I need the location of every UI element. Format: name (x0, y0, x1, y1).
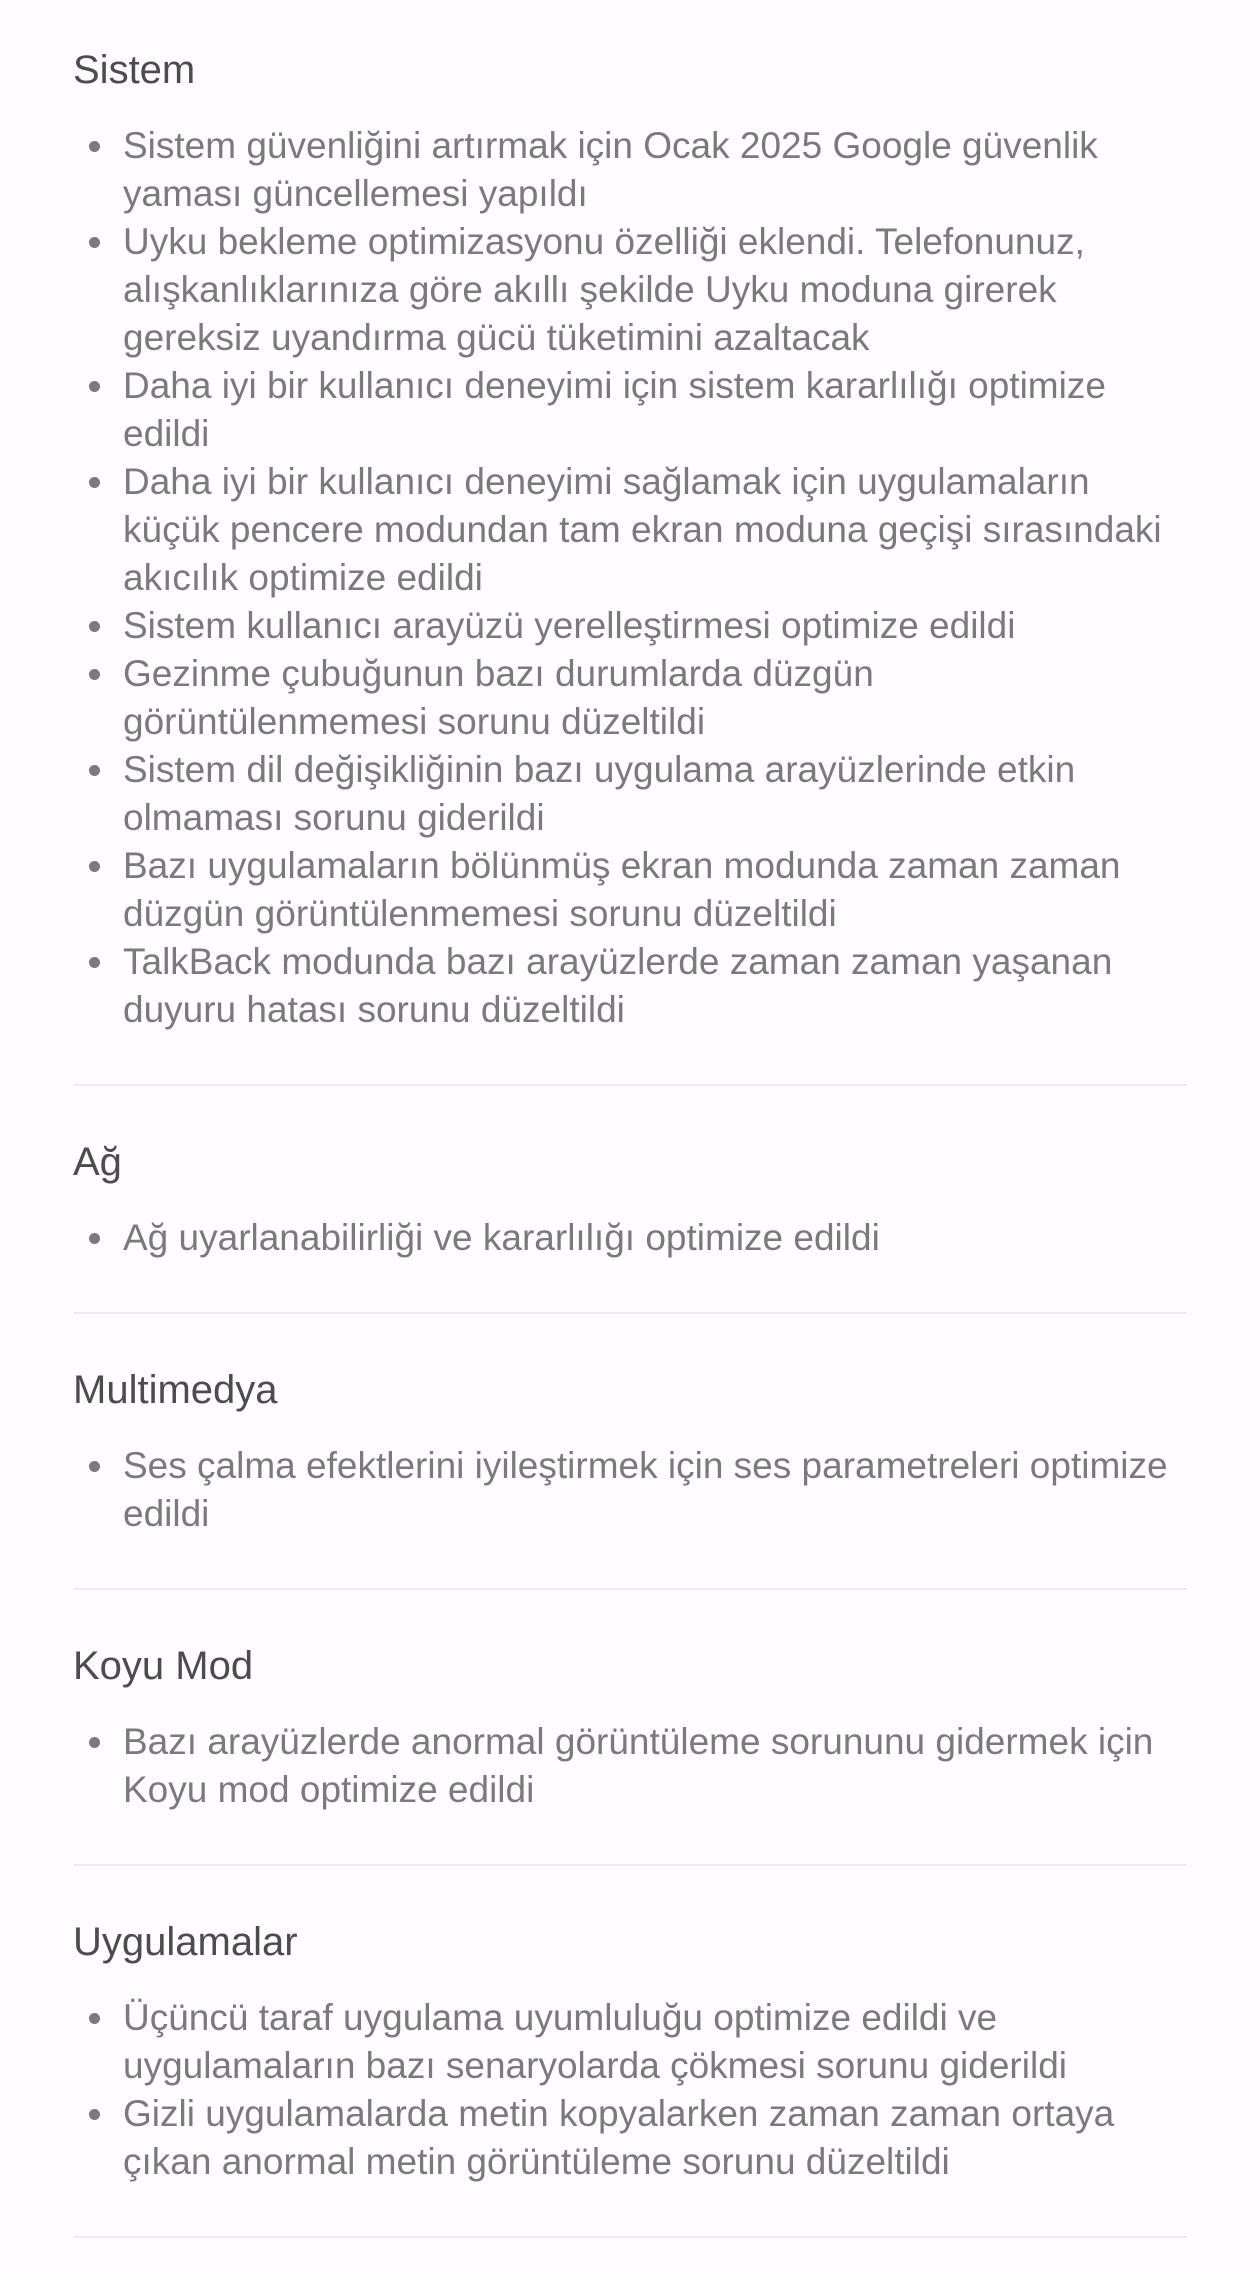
list-item: Ağ uyarlanabilirliği ve kararlılığı optimize edildi (123, 1214, 1187, 1262)
list-item: Sistem dil değişikliğinin bazı uygulama arayüzlerinde etkin olmaması sorunu giderildi (123, 746, 1187, 842)
section-title: Koyu Mod (73, 1644, 254, 1688)
section-multimedia (73, 1364, 1187, 1538)
list-item: Daha iyi bir kullanıcı deneyimi için sistem kararlılığı optimize edildi (123, 362, 1187, 458)
section-title: Sistem (73, 48, 196, 92)
section-system (73, 44, 1187, 1034)
list-item: Gizli uygulamalarda metin kopyalarken zaman zaman ortaya çıkan anormal metin görüntüleme sorunu düzeltildi (123, 2090, 1187, 2186)
list-item: TalkBack modunda bazı arayüzlerde zaman zaman yaşanan duyuru hatası sorunu düzeltildi (123, 938, 1187, 1034)
list-item: Ses çalma efektlerini iyileştirmek için ses parametreleri optimize edildi (123, 1442, 1187, 1538)
list-item: Gezinme çubuğunun bazı durumlarda düzgün görüntülenmemesi sorunu düzeltildi (123, 650, 1187, 746)
list-item: Daha iyi bir kullanıcı deneyimi sağlamak için uygulamaların küçük pencere modundan tam ekran moduna geçişi sırasındaki akıcılık optimize edildi (123, 458, 1187, 602)
list-item: Sistem güvenliğini artırmak için Ocak 2025 Google güvenlik yaması güncellemesi yapıldı (123, 122, 1187, 218)
list-item: Bazı uygulamaların bölünmüş ekran modunda zaman zaman düzgün görüntülenmemesi sorunu düzeltildi (123, 842, 1187, 938)
change-list (73, 122, 1187, 1034)
change-list (73, 1214, 1187, 1262)
divider (73, 1312, 1187, 1314)
section-network (73, 1136, 1187, 1262)
change-list (73, 1994, 1187, 2186)
divider (73, 1084, 1187, 1086)
divider (73, 1864, 1187, 1866)
section-title: Multimedya (73, 1368, 278, 1412)
section-apps (73, 1916, 1187, 2186)
section-title: Uygulamalar (73, 1920, 298, 1964)
list-item: Uyku bekleme optimizasyonu özelliği eklendi. Telefonunuz, alışkanlıklarınıza göre akıllı şekilde Uyku moduna girerek gereksiz uyandırma gücü tüketimini azaltacak (123, 218, 1187, 362)
change-list (73, 1718, 1187, 1814)
list-item: Üçüncü taraf uygulama uyumluluğu optimize edildi ve uygulamaların bazı senaryolarda çökmesi sorunu giderildi (123, 1994, 1187, 2090)
section-title: Ağ (73, 1140, 122, 1184)
divider (73, 2236, 1187, 2238)
list-item: Sistem kullanıcı arayüzü yerelleştirmesi optimize edildi (123, 602, 1187, 650)
divider (73, 1588, 1187, 1590)
section-dark-mode (73, 1640, 1187, 1814)
change-list (73, 1442, 1187, 1538)
list-item: Bazı arayüzlerde anormal görüntüleme sorununu gidermek için Koyu mod optimize edildi (123, 1718, 1187, 1814)
